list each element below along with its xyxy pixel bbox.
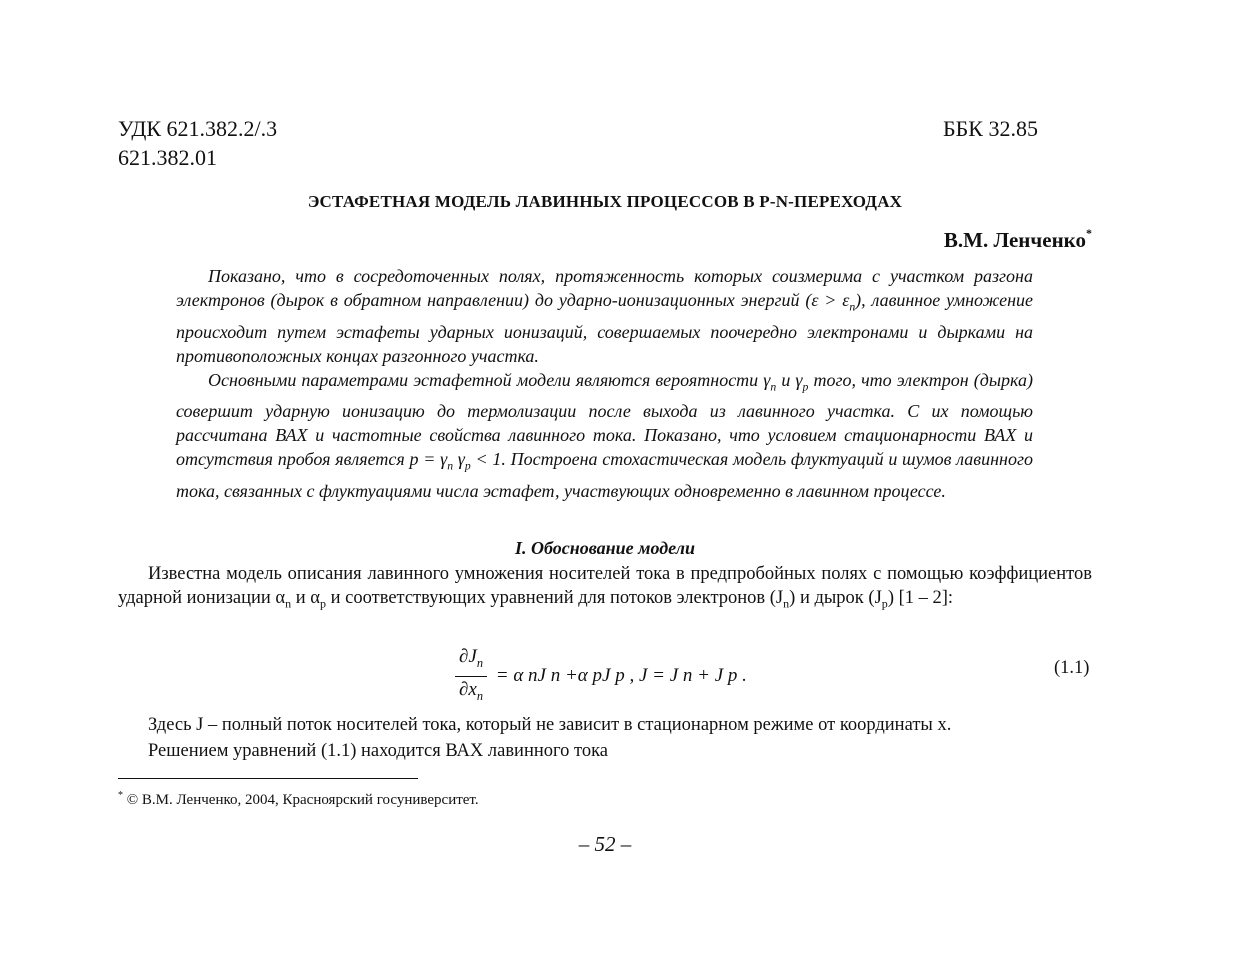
equation-numerator: $\partial J_n$ — [455, 644, 487, 677]
equation-denominator: $\partial x_n$ — [459, 678, 483, 703]
equation-number: (1.1) — [1054, 658, 1090, 678]
abstract-text: < 1. Построена стохастическая модель флуктуаций и шумов лавинного тока, связанных с флуктуациями числа эстафет, участвующих одновременно в лавинном процессе. — [176, 449, 1033, 501]
body-subscript: n — [285, 596, 292, 611]
author-footnote-mark: * — [1086, 226, 1092, 240]
equation-1-1 — [455, 644, 747, 709]
udk-code: УДК 621.382.2/.3 — [118, 116, 278, 141]
footnote — [118, 790, 479, 809]
abstract-text: γ — [453, 449, 465, 470]
equation-fraction — [455, 644, 487, 709]
abstract-subscript: n — [447, 459, 454, 473]
body-text-run: Известна модель описания лавинного умножения носителей тока в предпробойных полях с помощью коэффициентов ударной ионизации α — [118, 564, 1092, 608]
abstract-subscript: p — [464, 459, 471, 473]
body-line-1: Здесь J – полный поток носителей тока, который не зависит в стационарном режиме от координаты x. — [148, 715, 952, 735]
author-name — [944, 228, 1092, 253]
body-text-run: ) [1 – 2]: — [887, 588, 954, 608]
body-text-run: и соответствующих уравнений для потоков электронов (J — [326, 588, 784, 608]
abstract-subscript: n — [770, 380, 777, 394]
footnote-divider — [118, 778, 418, 779]
abstract-text: того, что электрон (дырка) совершит ударную ионизацию до термолизации после выхода из лавинного участка. С их помощью рассчитана ВАХ и частотные свойства лавинного тока. Показано, что условием стационарности ВАХ и отсутствия пробоя является p = γ — [176, 369, 1033, 470]
abstract-text: ), лавинное умножение происходит путем эстафеты ударных ионизаций, совершаемых поочередно электронами и дырками на противоположных концах разгонного участка. — [176, 290, 1033, 366]
body-text-run: ) и дырок (J — [789, 588, 882, 608]
section-heading: I. Обоснование модели — [515, 538, 695, 558]
body-subscript: p — [319, 596, 326, 611]
body-text-2 — [148, 712, 951, 764]
bbk-code: ББК 32.85 — [943, 116, 1038, 141]
body-subscript: n — [783, 596, 790, 611]
footnote-text: © В.М. Ленченко, 2004, Красноярский госуниверситет. — [123, 792, 479, 808]
paper-title: ЭСТАФЕТНАЯ МОДЕЛЬ ЛАВИННЫХ ПРОЦЕССОВ В P-N-ПЕРЕХОДАХ — [307, 192, 903, 211]
abstract-paragraph-2 — [176, 368, 1033, 503]
abstract-paragraph-1 — [176, 264, 1033, 368]
page-number: – 52 – — [578, 832, 632, 856]
footnote-mark: * — [118, 790, 123, 801]
abstract-text: и γ — [776, 369, 803, 390]
author-text: В.М. Ленченко — [943, 228, 1086, 252]
abstract-subscript: п — [849, 300, 856, 314]
equation-rhs: = α nJ n +α pJ p , J = J n + J p . — [495, 665, 747, 687]
body-text-run: и α — [291, 588, 320, 608]
body-text — [118, 562, 1092, 616]
udk-code-line2: 621.382.01 — [118, 145, 217, 170]
abstract — [176, 264, 1033, 503]
body-line-2: Решением уравнений (1.1) находится ВАХ лавинного тока — [148, 741, 609, 761]
abstract-subscript: p — [802, 380, 809, 394]
abstract-text: Показано, что в сосредоточенных полях, протяженность которых соизмерима с участком разгона электронов (дырок в обратном направлении) до ударно-ионизационных энергий (ε > ε — [176, 266, 1033, 310]
body-paragraph-1 — [118, 562, 1092, 616]
abstract-text: Основными параметрами эстафетной модели являются вероятности γ — [208, 369, 771, 390]
body-subscript: p — [881, 596, 888, 611]
